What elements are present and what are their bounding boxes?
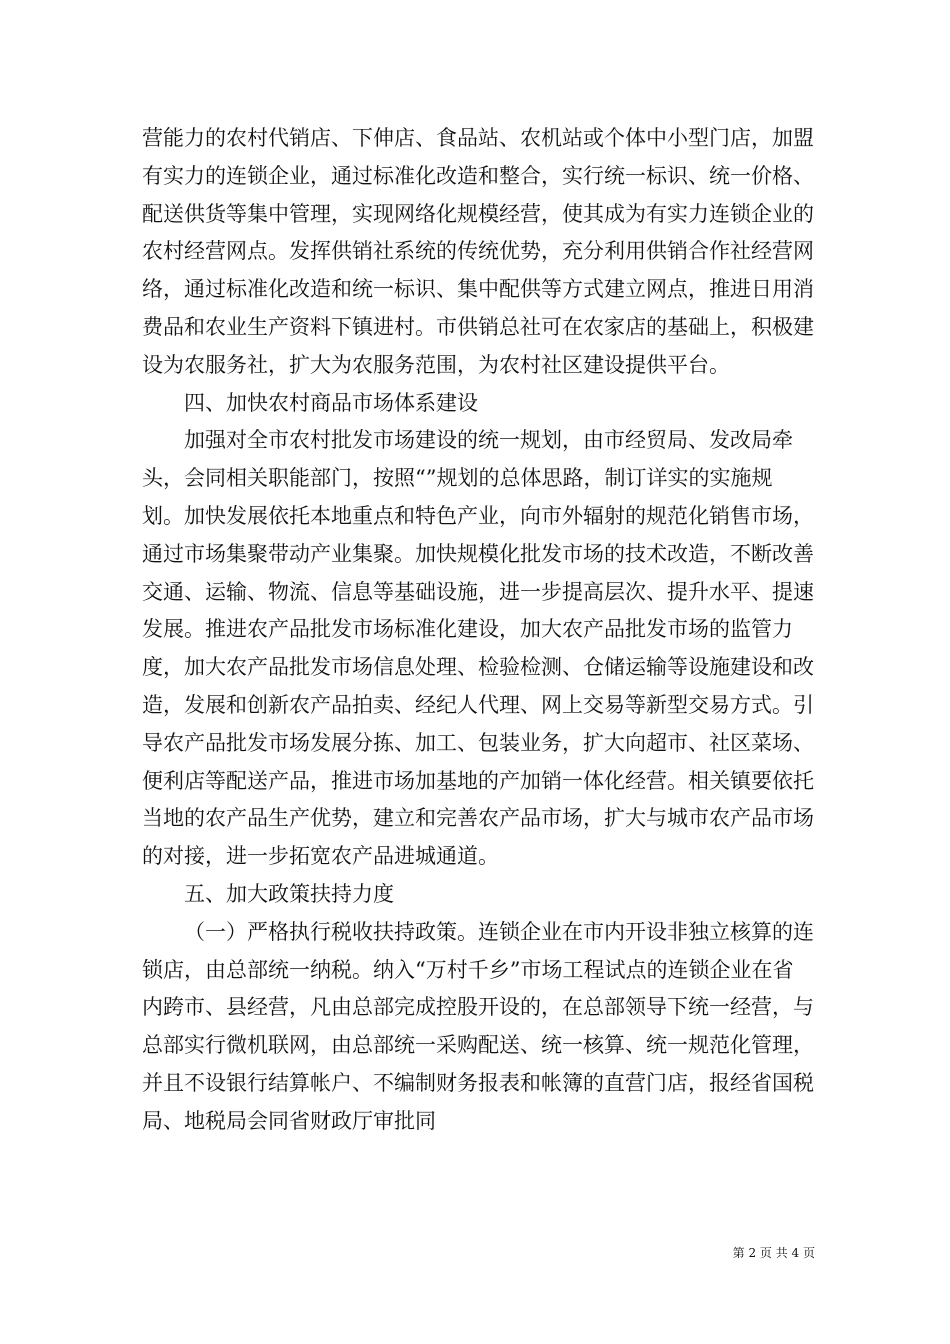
document-body [142,120,814,1141]
paragraph-continuation: 营能力的农村代销店、下伸店、食品站、农机站或个体中小型门店，加盟有实力的连锁企业，通过标准化改造和整合，实行统一标识、统一价格、配送供货等集中管理，实现网络化规模经营，使其成为有实力连锁企业的农村经营网点。发挥供销社系统的传统优势，充分利用供销合作社经营网络，通过标准化改造和统一标识、集中配供等方式建立网点，推进日用消费品和农业生产资料下镇进村。市供销总社可在农家店的基础上，积极建设为农服务社，扩大为农服务范围，为农村社区建设提供平台。 [142,126,814,377]
paragraph-section-5-1: （一）严格执行税收扶持政策。连锁企业在市内开设非独立核算的连锁店，由总部统一纳税。纳入“万村千乡”市场工程试点的连锁企业在省内跨市、县经营，凡由总部完成控股开设的，在总部领导下统一经营，与总部实行微机联网，由总部统一采购配送、统一核算、统一规范化管理，并且不设银行结算帐户、不编制财务报表和帐簿的直营门店，报经省国税局、地税局会同省财政厅审批同 [142,919,814,1133]
paragraph-section-4: 加强对全市农村批发市场建设的统一规划，由市经贸局、发改局牵头，会同相关职能部门，按照“”规划的总体思路，制订详实的实施规划。加快发展依托本地重点和特色产业，向市外辐射的规范化销售市场，通过市场集聚带动产业集聚。加快规模化批发市场的技术改造，不断改善交通、运输、物流、信息等基础设施，进一步提高层次、提升水平、提速发展。推进农产品批发市场标准化建设，加大农产品批发市场的监管力度，加大农产品批发市场信息处理、检验检测、仓储运输等设施建设和改造，发展和创新农产品拍卖、经纪人代理、网上交易等新型交易方式。引导农产品批发市场发展分拣、加工、包装业务，扩大向超市、社区菜场、便利店等配送产品，推进市场加基地的产加销一体化经营。相关镇要依托当地的农产品生产优势，建立和完善农产品市场，扩大与城市农产品市场的对接，进一步拓宽农产品进城通道。 [142,428,814,869]
page-number-footer: 第 2 页 共 4 页 [732,1246,815,1260]
section-heading-4: 四、加快农村商品市场体系建设 [184,390,478,415]
section-heading-5: 五、加大政策扶持力度 [184,881,394,906]
